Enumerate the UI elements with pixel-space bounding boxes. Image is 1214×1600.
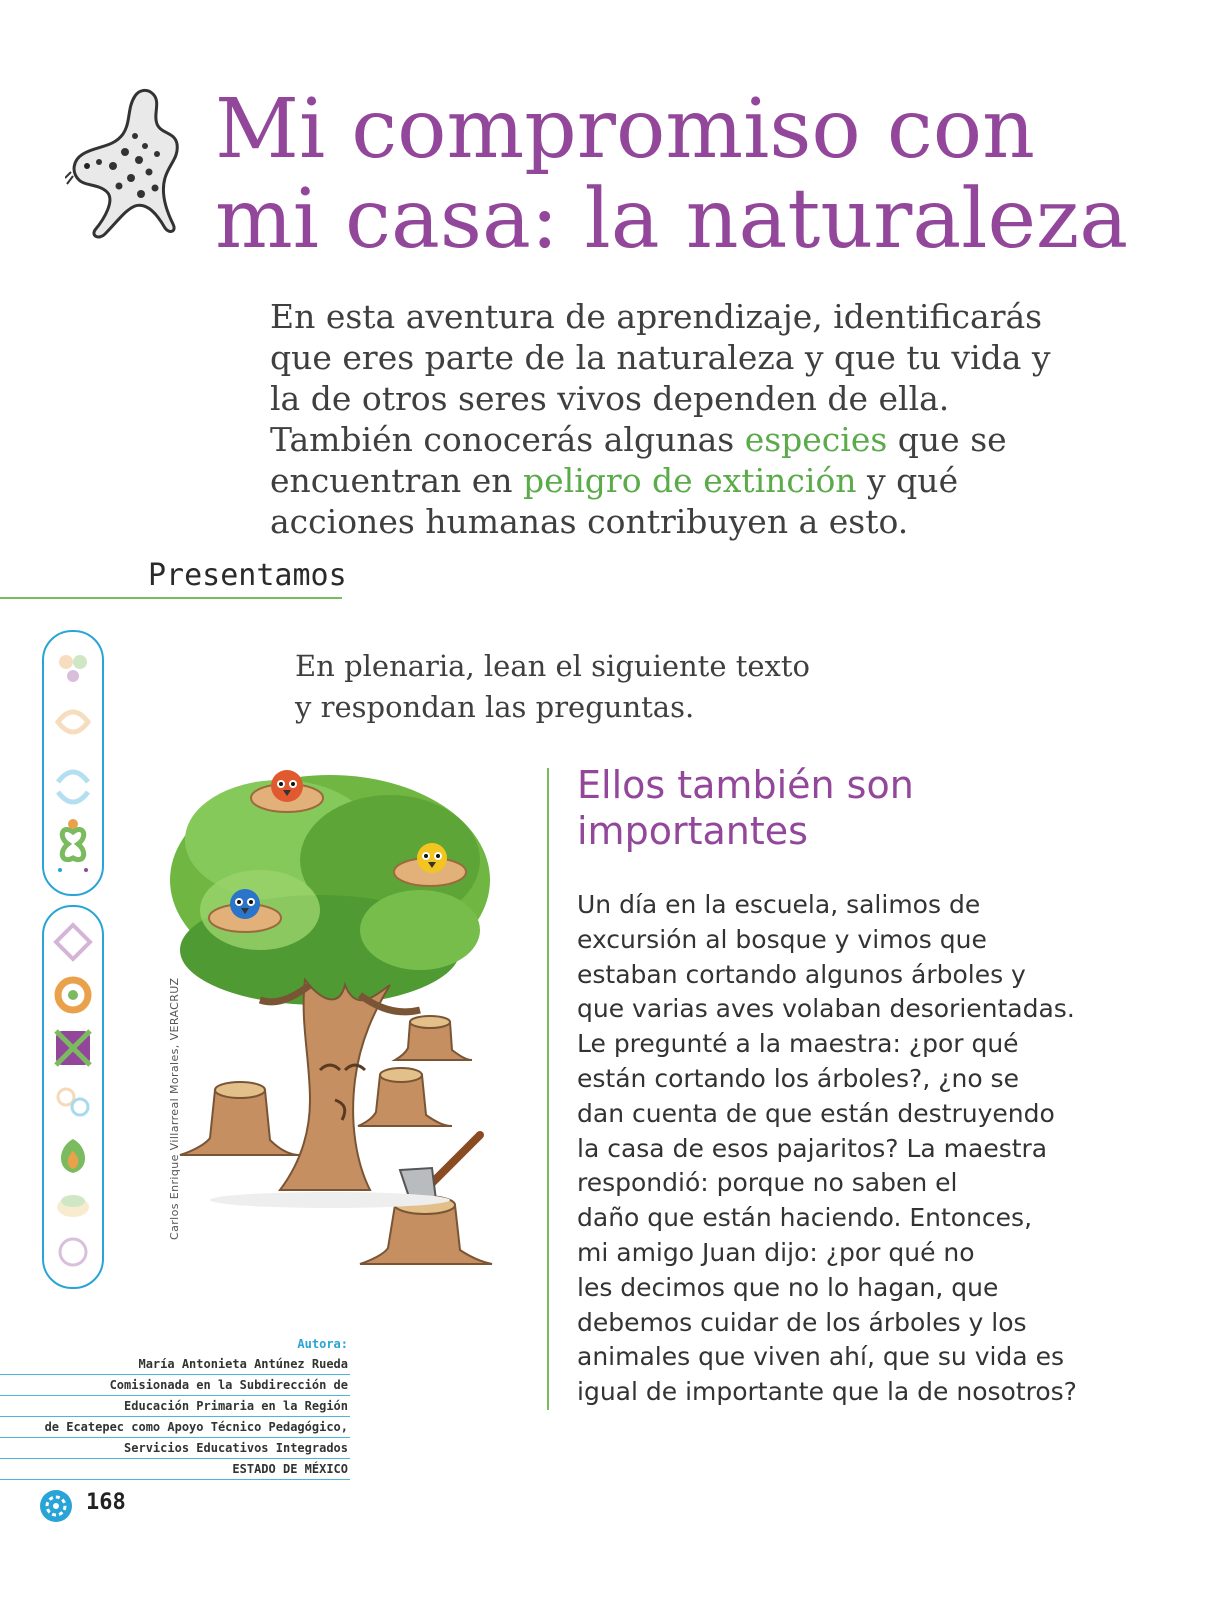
story-divider [547,768,549,1410]
activity-instructions [295,646,855,728]
page-title-line-2: mi casa: la naturaleza [215,172,1129,267]
author-line: Comisionada en la Subdirección de [0,1375,350,1396]
section-divider [0,597,342,599]
author-line: ESTADO DE MÉXICO [0,1459,350,1480]
story-title-line-1: Ellos también son [577,763,914,807]
page-title [215,82,1175,267]
tree-foliage [170,775,490,1005]
jaguar-glyph-icon [65,88,185,253]
axis-icons-panel [42,905,104,1289]
author-label: Autora: [297,1337,348,1351]
story-title [577,762,1077,854]
axis-icons-icon [44,907,102,1287]
author-line: María Antonieta Antúnez Rueda [0,1354,350,1375]
intro-text-2: que se encuentran en [270,420,1007,500]
story-line: debemos cuidar de los árboles y los [577,1307,1027,1337]
story-body [577,888,1097,1410]
author-credit [0,1334,350,1480]
author-line: de Ecatepec como Apoyo Técnico Pedagógico, [0,1417,350,1438]
story-line: la casa de esos pajaritos? La maestra [577,1133,1048,1163]
story-line: igual de importante que la de nosotros? [577,1377,1077,1407]
story-line: Un día en la escuela, salimos de [577,890,981,919]
story-line: daño que están haciendo. Entonces, [577,1203,1033,1233]
story-line: están cortando los árboles?, ¿no se [577,1063,1019,1093]
instructions-line-2: y respondan las preguntas. [295,690,695,724]
story-line: les decimos que no lo hagan, que [577,1272,999,1302]
intro-paragraph [270,296,1090,542]
author-line: Servicios Educativos Integrados [0,1438,350,1459]
axe-icon [400,1135,480,1200]
page-number: 168 [86,1490,126,1515]
story-title-line-2: importantes [577,809,808,853]
story-line: respondió: porque no saben el [577,1168,958,1198]
story-line: que varias aves volaban desorientadas. [577,994,1075,1024]
page-badge-icon [38,1488,74,1524]
story-line: mi amigo Juan dijo: ¿por qué no [577,1237,975,1267]
story-line: animales que viven ahí, que su vida es [577,1342,1064,1372]
phase-icons-panel [42,630,104,896]
story-line: estaban cortando algunos árboles y [577,959,1026,989]
instructions-line-1: En plenaria, lean el siguiente texto [295,649,811,683]
story-line: Le pregunté a la maestra: ¿por qué [577,1029,1019,1059]
intro-text-1: En esta aventura de aprendizaje, identificarás que eres parte de la naturaleza y que tu vida y la de otros seres vivos dependen de ella. También conocerás algunas [270,297,1051,459]
tree-illustration [160,760,505,1280]
term-peligro-de-extincion: peligro de extinción [523,461,857,500]
intro-text-3: y qué acciones humanas contribuyen a esto. [270,461,959,541]
page-title-line-1: Mi compromiso con [215,82,1035,177]
author-line: Educación Primaria en la Región [0,1396,350,1417]
term-especies: especies [744,420,888,459]
section-heading: Presentamos [148,558,347,593]
story-line: excursión al bosque y vimos que [577,924,987,954]
illustration-credit: Carlos Enrique Villarreal Morales, VERACRUZ [168,977,181,1240]
story-line: dan cuenta de que están destruyendo [577,1098,1055,1128]
phase-icons-icon [44,632,102,894]
